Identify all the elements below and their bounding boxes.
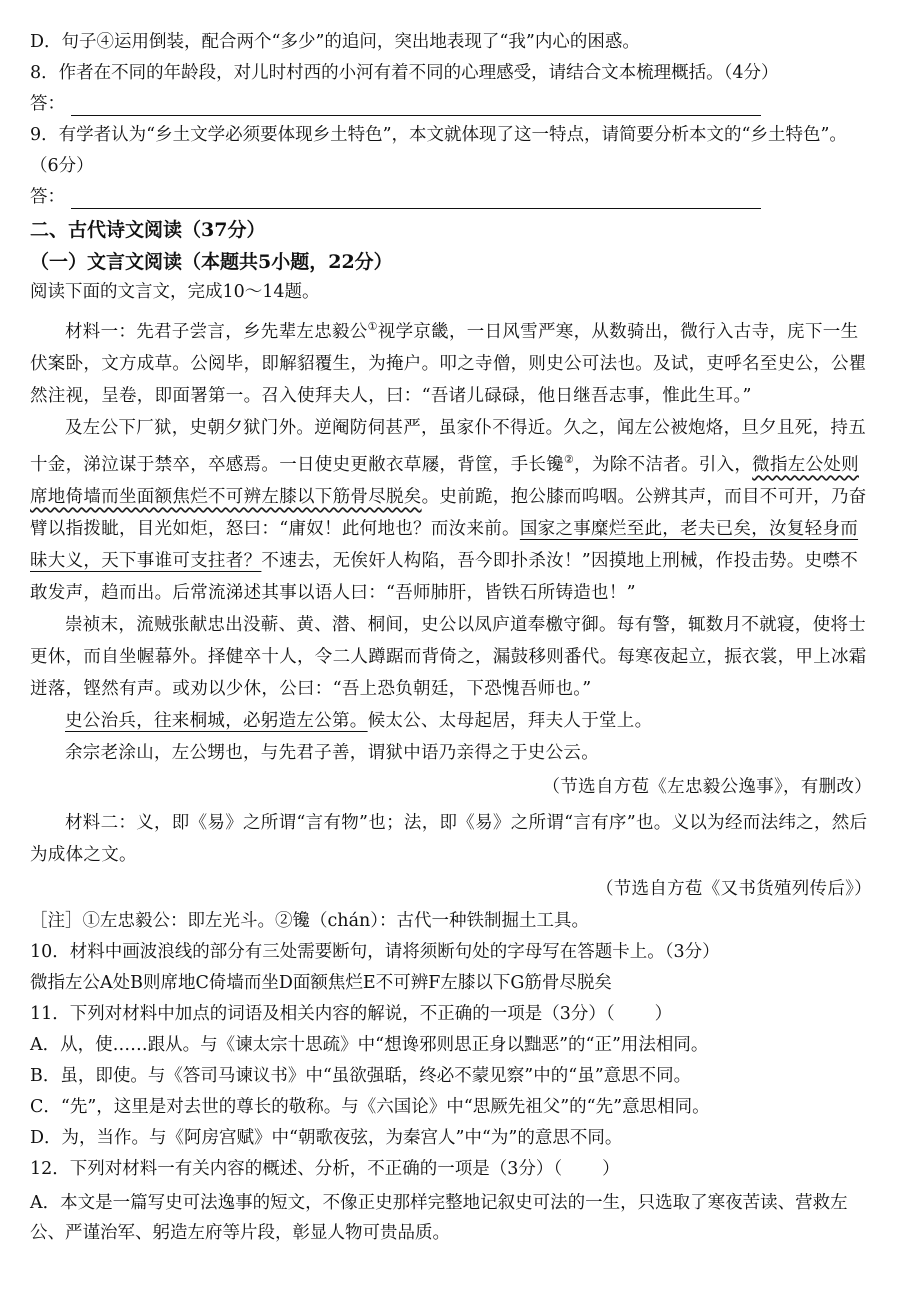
material-1-paragraph-2: 及左公下厂狱，史朝夕狱门外。逆阉防伺甚严，虽家仆不得近。久之，闻左公被炮烙，旦夕且死，持五十金，涕泣谋于禁卒，卒感焉。一日使史更敝衣草屦，背筐，手长镵②，为除不洁者。引入，微指左公处则席地倚墙而坐面额焦烂不可辨左膝以下筋骨尽脱矣。史前跪，抱公膝而呜咽。公辨其声，而目不可开，乃奋臂以指拨眦，目光如炬，怒曰：“庸奴！此何地也？而汝来前。国家之事糜烂至此，老夫已矣，汝复轻身而昧大义，天下事谁可支拄者？不速去，无俟奸人构陷，吾今即扑杀汝！”因摸地上刑械，作投击势。史噤不敢发声，趋而出。后常流涕述其事以语人曰：“吾师肺肝，皆铁石所铸造也！” — [30, 417, 867, 603]
answer-rule — [71, 190, 761, 209]
section-2-subtitle: （一）文言文阅读（本题共5小题，22分） — [30, 251, 393, 273]
answer-line-9[interactable] — [30, 185, 872, 209]
document-page — [30, 30, 872, 1248]
q12-option-a: A．本文是一篇写史可法逸事的短文，不像正史那样完整地记叙史可法的一生，只选取了寒夜苦读、营救左公、严谨治军、躬造左府等片段，彰显人物可贵品质。 — [30, 1192, 848, 1243]
material-1-paragraph-1: 材料一：先君子尝言，乡先辈左忠毅公①视学京畿，一日风雪严寒，从数骑出，微行入古寺，庑下一生伏案卧，文方成草。公阅毕，即解貂覆生，为掩户。叩之寺僧，则史公可法也。及试，吏呼名至史公，公瞿然注视，呈卷，即面署第一。召入使拜夫人，曰：“吾诸儿碌碌，他日继吾志事，惟此生耳。” — [30, 320, 867, 406]
q11-option-b: B．虽，即使。与《答司马谏议书》中“虽欲强聒，终必不蒙见察”中的“虽”意思不同。 — [30, 1065, 692, 1086]
material-1-paragraph-3: 崇祯末，流贼张献忠出没蕲、黄、潜、桐间，史公以凤庐道奉檄守御。每有警，辄数月不就寝，使将士更休，而自坐幄幕外。择健卒十人，令二人蹲踞而背倚之，漏鼓移则番代。每寒夜起立，振衣裳，甲上冰霜迸落，铿然有声。或劝以少休，公曰：“吾上恐负朝廷，下恐愧吾师也。” — [30, 614, 867, 699]
section-2-title: 二、古代诗文阅读（37分） — [30, 219, 266, 241]
material-2: 材料二：义，即《易》之所谓“言有物”也；法，即《易》之所谓“言有序”也。义以为经而法纬之，然后为成体之文。 — [30, 812, 868, 865]
reading-instruction: 阅读下面的文言文，完成10～14题。 — [30, 282, 320, 302]
q11-option-c: C．“先”，这里是对去世的尊长的敬称。与《六国论》中“思厥先祖父”的“先”意思相同。 — [30, 1096, 710, 1117]
q11-option-d: D．为，当作。与《阿房宫赋》中“朝歌夜弦，为秦宫人”中“为”的意思不同。 — [30, 1127, 623, 1148]
question-10-text: 微指左公A处B则席地C倚墙而坐D面额焦烂E不可辨F左膝以下G筋骨尽脱矣 — [30, 972, 612, 993]
question-12: 12．下列对材料一有关内容的概述、分析，不正确的一项是（3分）（ ） — [30, 1158, 620, 1179]
underlined-sentence-2: 史公治兵，往来桐城，必躬造左公第。 — [65, 710, 368, 731]
material-1 — [30, 311, 872, 903]
material-1-paragraph-4: 史公治兵，往来桐城，必躬造左公第。候太公、太母起居，拜夫人于堂上。 — [65, 710, 653, 731]
footnote-ref-1: ① — [367, 320, 378, 333]
question-8: 8．作者在不同的年龄段，对儿时村西的小河有着不同的心理感受，请结合文本梳理概括。（4分） — [30, 63, 779, 83]
annotations: ［注］①左忠毅公：即左光斗。②镵（chán）：古代一种铁制掘土工具。 — [30, 910, 590, 931]
question-9-score: （6分） — [30, 156, 94, 176]
answer-line-8[interactable] — [30, 92, 872, 116]
question-10: 10．材料中画波浪线的部分有三处需要断句，请将须断句处的字母写在答题卡上。（3分） — [30, 941, 720, 962]
answer-label: 答： — [30, 94, 65, 114]
material-2-source: （节选自方苞《又书货殖列传后》） — [595, 878, 872, 899]
underlined-sentence-1: 国家之事糜烂至此，老夫已矣，汝复轻身而昧大义，天下事谁可支拄者？ — [30, 518, 859, 571]
question-11: 11．下列对材料中加点的词语及相关内容的解说，不正确的一项是（3分）（ ） — [30, 1003, 673, 1024]
material-1-source: （节选自方苞《左忠毅公逸事》，有删改） — [542, 776, 872, 797]
answer-label: 答： — [30, 187, 65, 207]
question-9: 9．有学者认为“乡土文学必须要体现乡土特色”，本文就体现了这一特点，请简要分析本文的“乡土特色”。 — [30, 125, 847, 145]
q11-option-a: A．从，使……跟从。与《谏太宗十思疏》中“想谗邪则思正身以黜恶”的“正”用法相同。 — [30, 1034, 709, 1055]
wavy-underlined-passage: 微指左公处则席地倚墙而坐面额焦烂不可辨左膝以下筋骨尽脱矣 — [30, 454, 859, 507]
answer-rule — [71, 97, 761, 116]
footnote-ref-2: ② — [564, 452, 575, 466]
q7-option-d: D．句子④运用倒装，配合两个“多少”的追问，突出地表现了“我”内心的困惑。 — [30, 32, 640, 52]
material-1-paragraph-5: 余宗老涂山，左公甥也，与先君子善，谓狱中语乃亲得之于史公云。 — [65, 742, 599, 763]
